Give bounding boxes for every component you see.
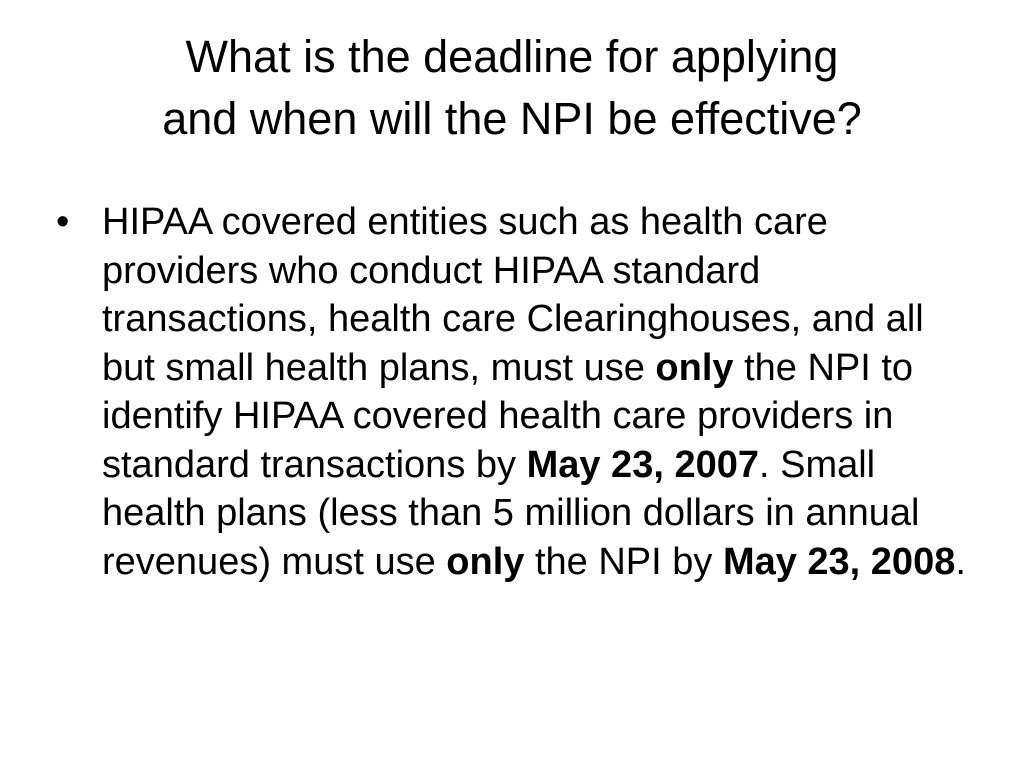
- bullet-item: [56, 198, 976, 586]
- slide-title: [40, 26, 984, 150]
- title-line-1: What is the deadline for applying: [185, 31, 839, 82]
- bullet-text-segment: .: [955, 540, 966, 583]
- bullet-text-segment: the NPI by: [524, 540, 723, 583]
- bullet-emphasis-date-2008: May 23, 2008: [722, 540, 956, 583]
- bullet-marker: •: [56, 201, 70, 243]
- bullet-text-segment: . Small health plans (less than 5 million dollars in annual revenues) must use: [102, 443, 920, 583]
- bullet-emphasis-only: only: [655, 346, 734, 389]
- bullet-text-segment: HIPAA covered entities such as health care providers who conduct HIPAA standard transactions, health care Clearinghouses, and all but small health plans, must use: [102, 201, 924, 389]
- title-line-2: and when will the NPI be effective?: [162, 93, 862, 144]
- bullet-emphasis-only: only: [446, 540, 525, 583]
- bullet-emphasis-date-2007: May 23, 2007: [526, 443, 759, 486]
- bullet-text-segment: the NPI to identify HIPAA covered health care providers in standard transactions by: [102, 346, 914, 486]
- bullet-list: [56, 198, 976, 586]
